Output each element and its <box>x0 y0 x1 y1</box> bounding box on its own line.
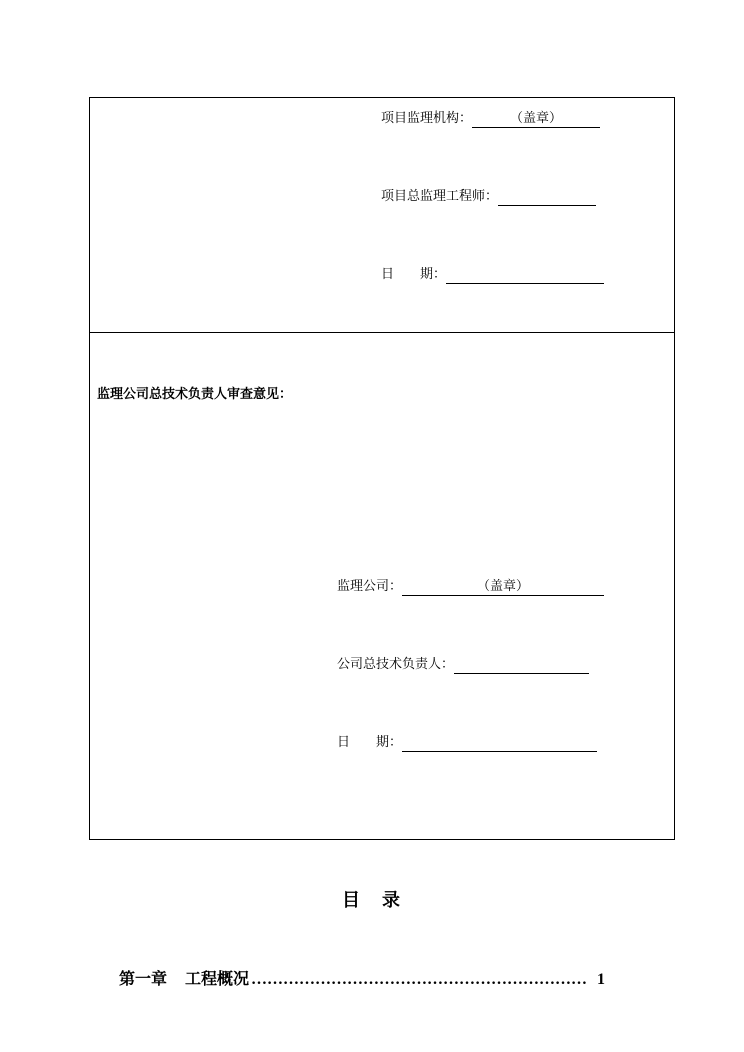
engineer-signature-field[interactable] <box>498 189 596 206</box>
tech-lead-signature-field[interactable] <box>454 657 589 674</box>
top-date-line <box>381 266 604 284</box>
toc-leader-dots: ……………………………………………………… <box>251 971 588 988</box>
company-line <box>337 578 604 596</box>
toc-page-number: 1 <box>597 971 605 988</box>
project-supervision-box <box>89 97 675 333</box>
bottom-date-line <box>337 734 597 752</box>
tech-lead-line <box>337 656 589 674</box>
toc-chapter: 第一章 <box>119 969 168 988</box>
toc-entry[interactable] <box>119 966 605 989</box>
company-signature-field[interactable] <box>402 579 604 596</box>
toc-title: 目 录 <box>342 890 402 911</box>
tech-lead-label: 公司总技术负责人： <box>337 657 455 672</box>
company-label: 监理公司： <box>337 579 403 594</box>
engineer-line <box>381 188 596 206</box>
company-stamp-note: （盖章） <box>477 579 530 594</box>
review-heading: 监理公司总技术负责人审查意见： <box>97 387 293 402</box>
top-date-label: 日 期： <box>381 267 447 282</box>
org-line <box>381 110 600 128</box>
bottom-date-field[interactable] <box>402 735 597 752</box>
toc-chapter-title: 工程概况 <box>185 969 250 988</box>
bottom-date-label: 日 期： <box>337 735 403 750</box>
org-stamp-note: （盖章） <box>510 111 563 126</box>
engineer-label: 项目总监理工程师： <box>381 189 499 204</box>
org-label: 项目监理机构： <box>381 111 473 126</box>
org-signature-field[interactable] <box>472 111 600 128</box>
top-date-field[interactable] <box>446 267 604 284</box>
